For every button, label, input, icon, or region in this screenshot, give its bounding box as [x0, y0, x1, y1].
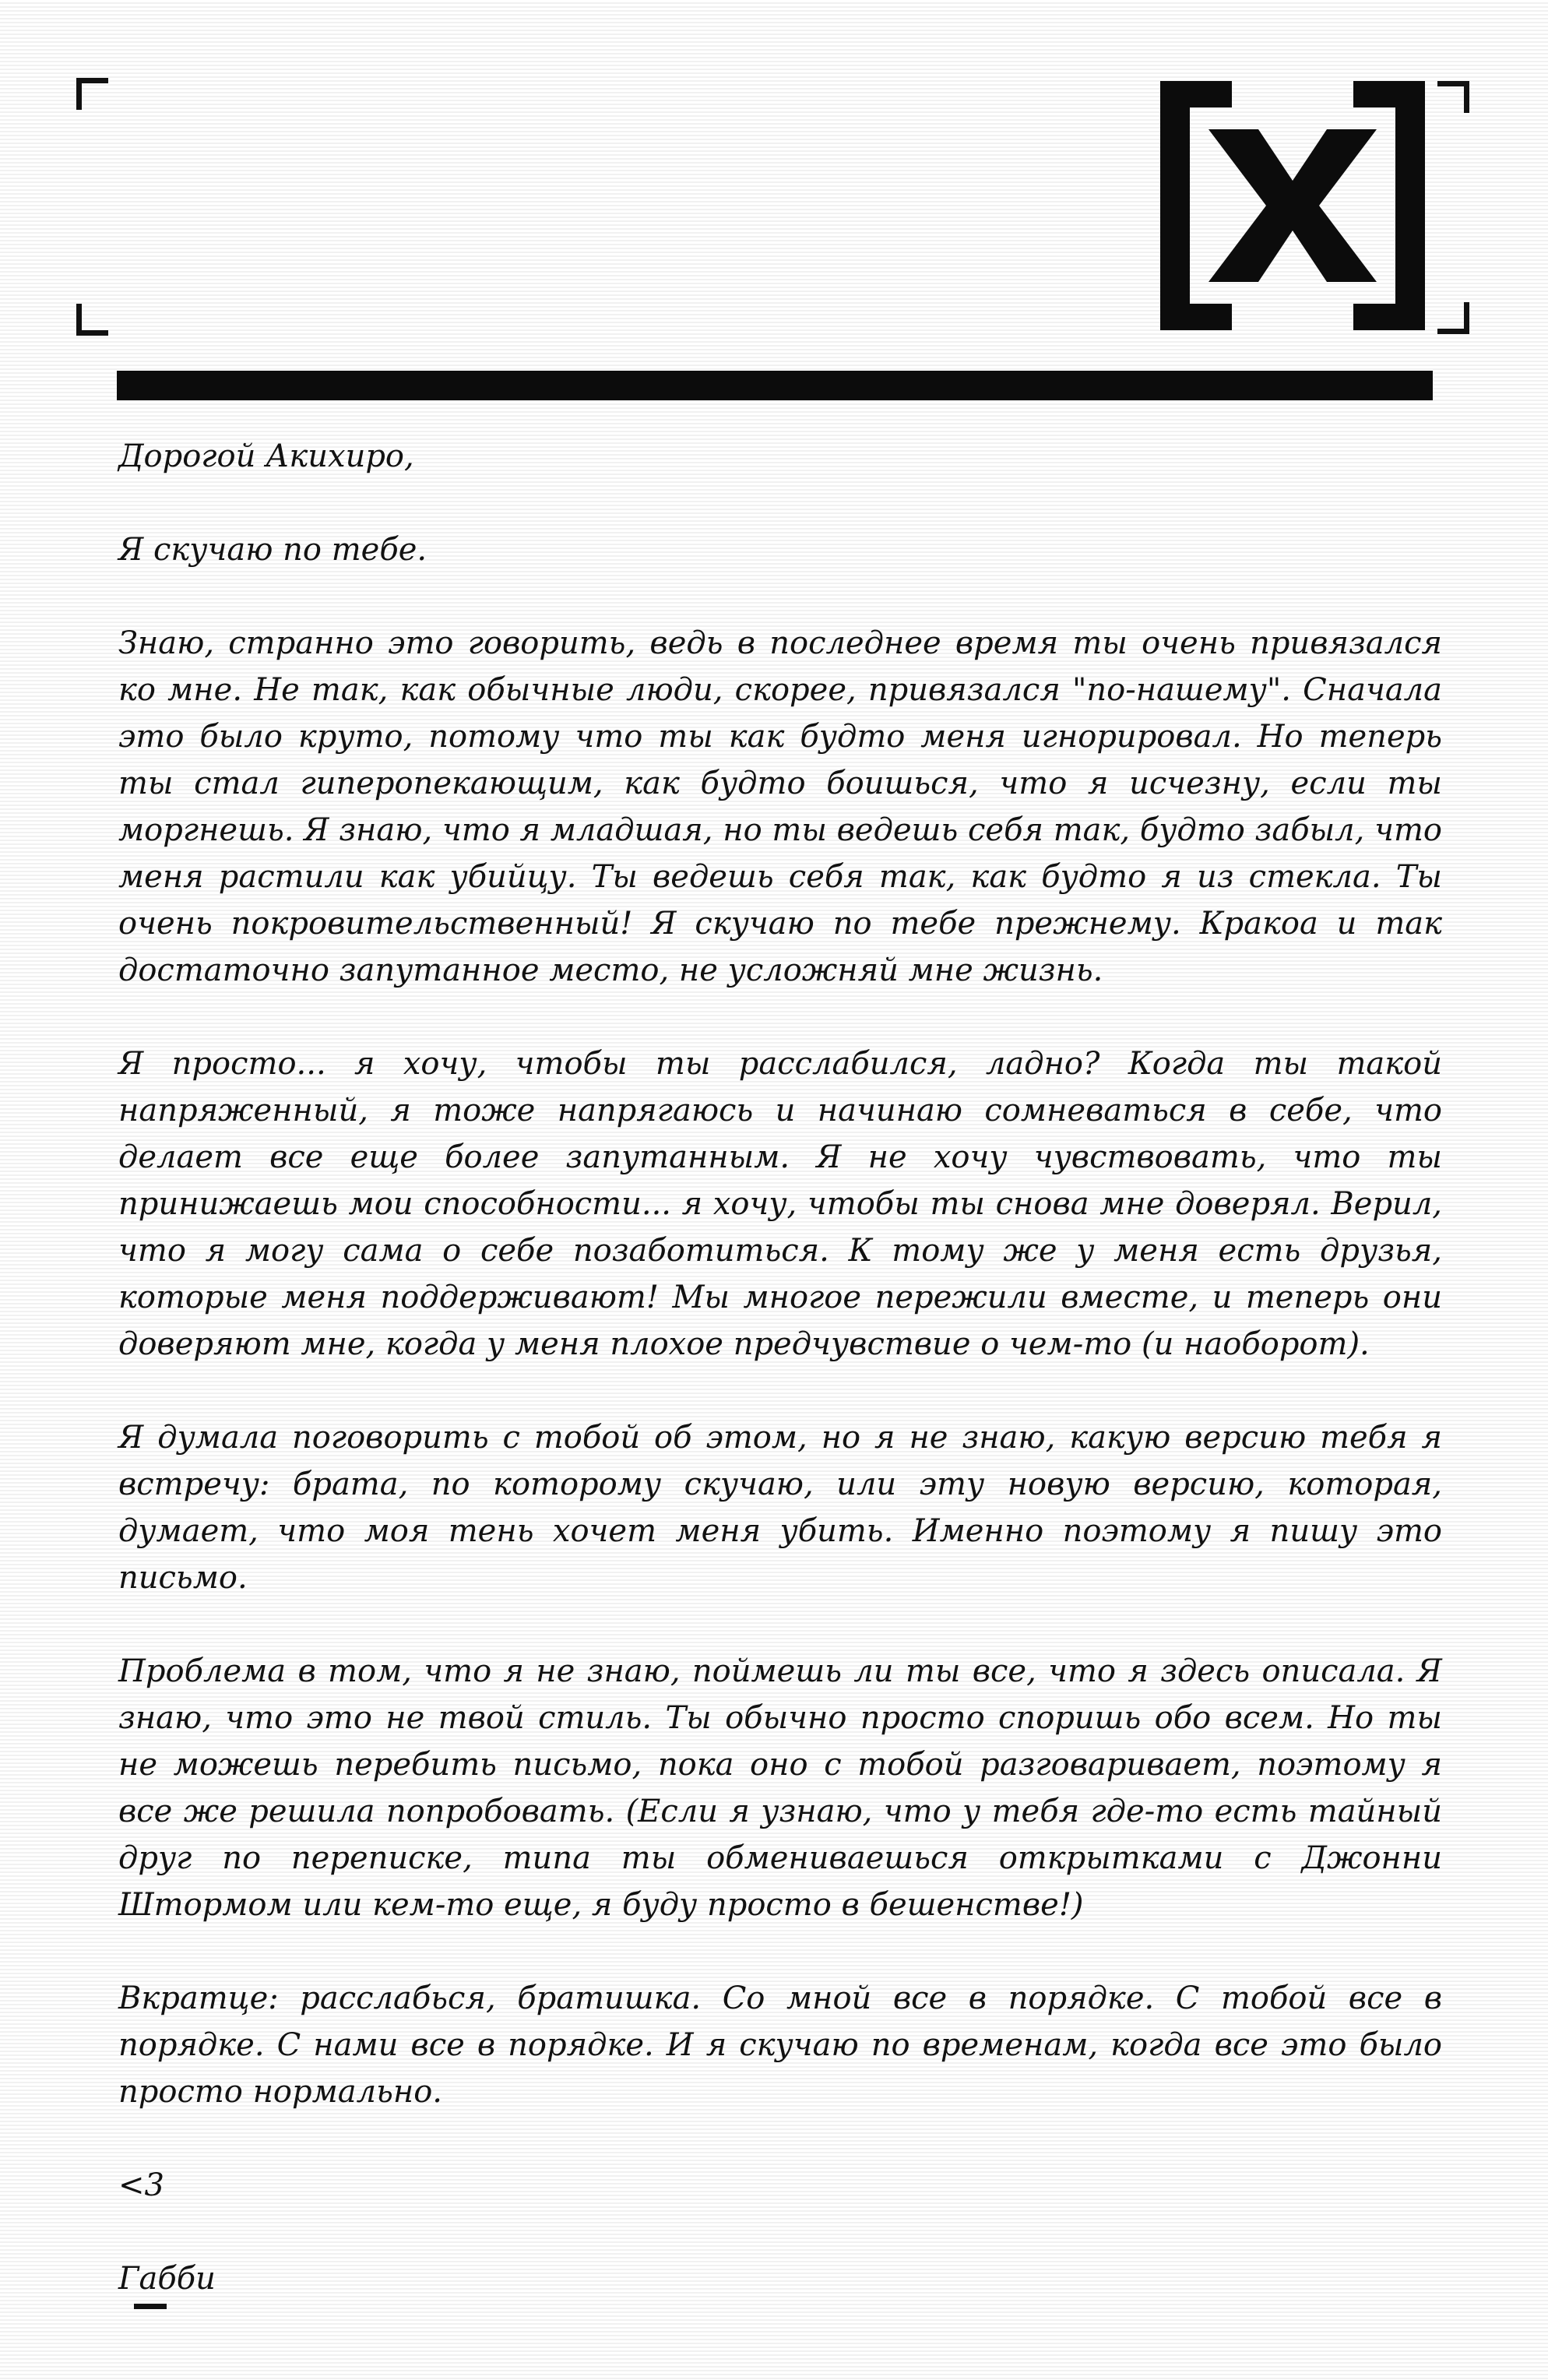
- letter-paragraph: Я скучаю по тебе.: [118, 532, 427, 568]
- letter-paragraph: Знаю, странно это говорить, ведь в последнее время ты очень привязался ко мне. Не так, как обычные люди, скорее, привязался "по-нашему". Сначала это было круто, потому что ты как будто меня игнорировал. Но теперь ты стал гиперопекающим, как будто боишься, что я исчезну, если ты моргнешь. Я знаю, что я младшая, но ты ведешь себя так, будто забыл, что меня растили как убийцу. Ты ведешь себя так, как будто я из стекла. Ты очень покровительственный! Я скучаю по тебе прежнему. Кракоа и так достаточно запутанное место, не усложняй мне жизнь.: [118, 625, 1442, 988]
- header-rule-bar: [117, 371, 1433, 400]
- krakoa-x-bracket-icon: [1160, 81, 1425, 330]
- letter-greeting: Дорогой Акихиро,: [118, 438, 414, 474]
- letter-paragraph: Я думала поговорить с тобой об этом, но я не знаю, какую версию тебя я встречу: брата, по которому скучаю, или эту новую версию, которая, думает, что моя тень хочет меня убить. Именно поэтому я пишу это письмо.: [118, 1420, 1442, 1596]
- frame-corner-top-right: [1437, 81, 1469, 113]
- letter-signature: Габби: [118, 2261, 216, 2297]
- letter-paragraph: Я просто... я хочу, чтобы ты расслабился, ладно? Когда ты такой напряженный, я тоже напрягаюсь и начинаю сомневаться в себе, что делает все еще более запутанным. Я не хочу чувствовать, что ты принижаешь мои способности... я хочу, чтобы ты снова мне доверял. Верил, что я могу сама о себе позаботиться. К тому же у меня есть друзья, которые меня поддерживают! Мы многое пережили вместе, и теперь они доверяют мне, когда у меня плохое предчувствие о чем-то (и наоборот).: [118, 1046, 1442, 1362]
- frame-corner-bottom-left: [76, 304, 108, 336]
- frame-corner-top-left: [76, 78, 108, 110]
- letter-paragraph: Проблема в том, что я не знаю, поймешь ли ты все, что я здесь описала. Я знаю, что это не твой стиль. Ты обычно просто споришь обо всем. Но ты не можешь перебить письмо, пока оно с тобой разговаривает, поэтому я все же решила попробовать. (Если я узнаю, что у тебя где-то есть тайный друг по переписке, типа ты обмениваешься открытками с Джонни Штормом или кем-то еще, я буду просто в бешенстве!): [118, 1653, 1442, 1923]
- letter-paragraph: Вкратце: расслабься, братишка. Со мной все в порядке. С тобой все в порядке. С нами все в порядке. И я скучаю по временам, когда все это было просто нормально.: [118, 1980, 1442, 2110]
- signature-dash: [134, 2304, 167, 2309]
- letter-heart: <3: [118, 2167, 164, 2203]
- frame-corner-bottom-right: [1437, 302, 1469, 334]
- letter-body: [118, 433, 1442, 2349]
